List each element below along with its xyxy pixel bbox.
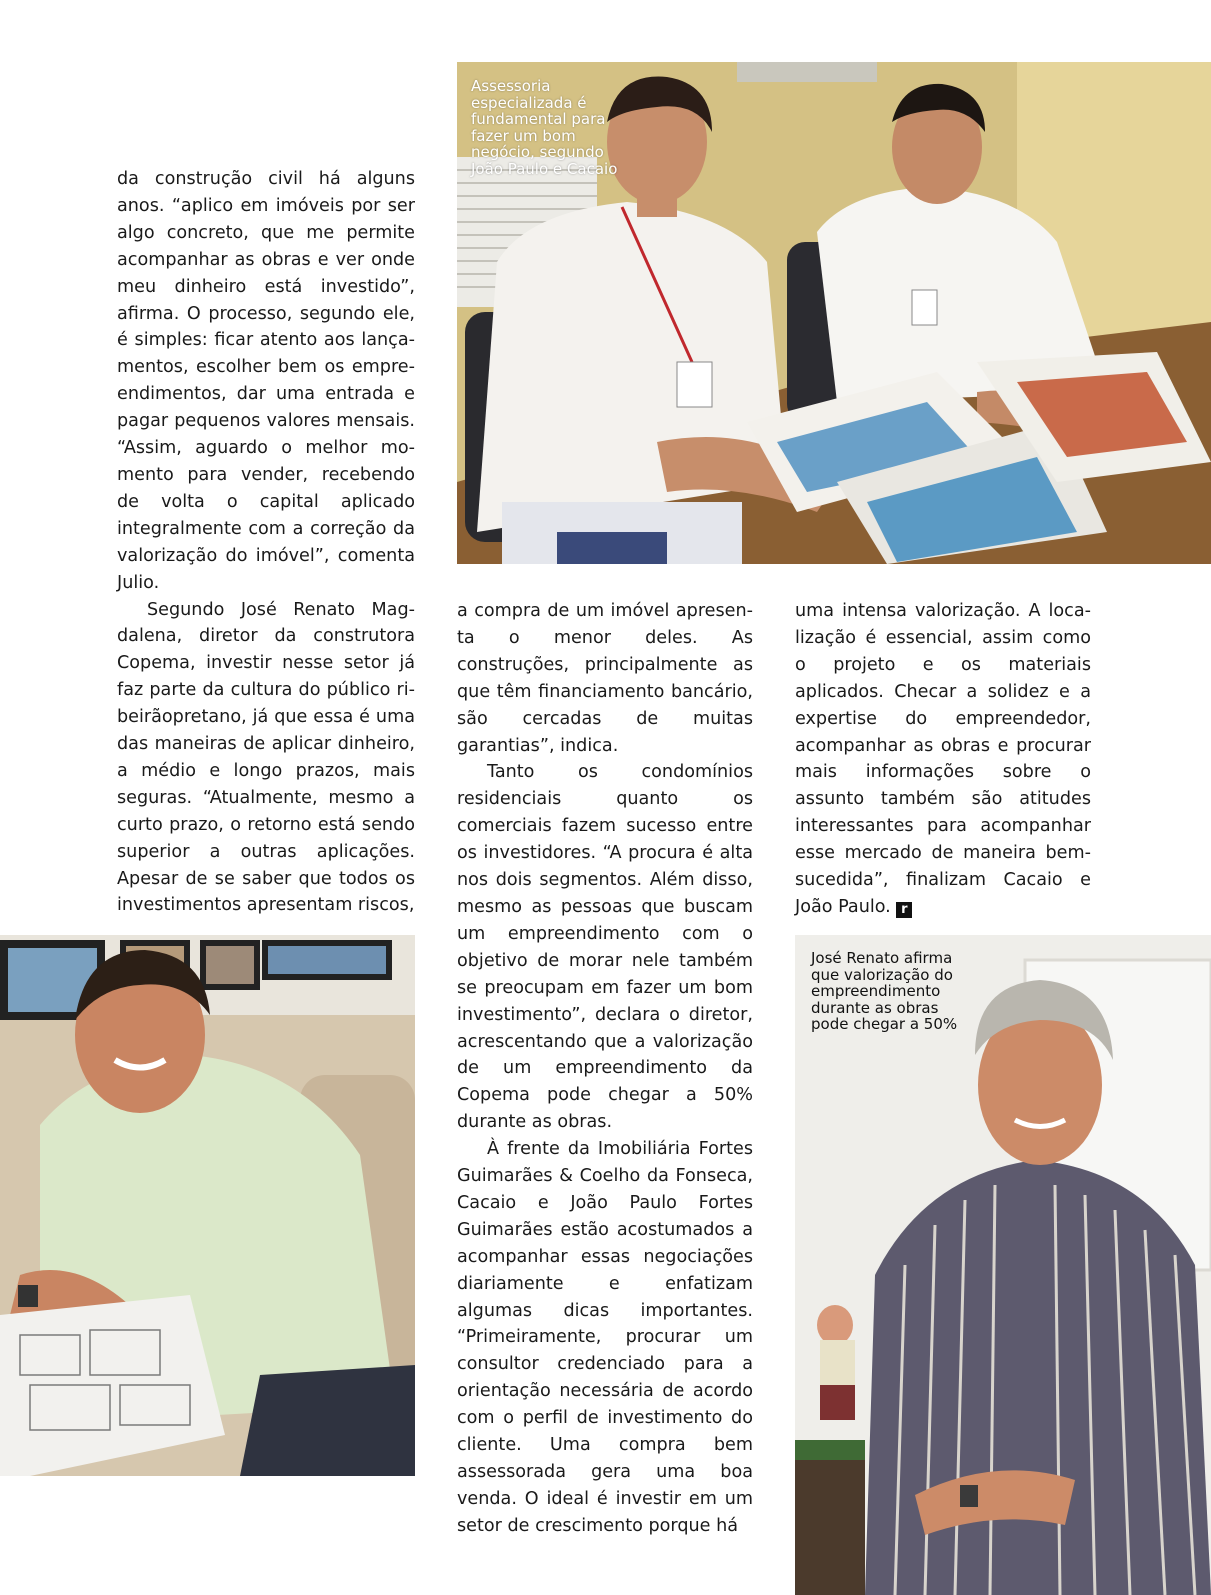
paragraph [795, 598, 1091, 921]
photo-man-floor-plan [0, 935, 415, 1476]
photo-right-illustration [795, 935, 1211, 1595]
paragraph: a compra de um imóvel apresenta o menor deles. As construções, principalmente as que têm financiamento bancário, são cercadas de muitas garantias”, indica. [457, 601, 753, 756]
article-column-1 [117, 166, 415, 919]
article-column-2 [457, 598, 753, 1540]
end-of-article-mark: r [896, 902, 912, 918]
paragraph: Tanto os condomínios residenciais quanto os comerciais fazem sucesso entre os investidores. “A procura é alta nos dois segmentos. Além disso, mesmo as pessoas que buscam um empreendimento com o objetivo de morar nele também se preocupam em fazer um bom investimento”, declara o diretor, acrescentando que a valorização de um empreendimento da Copema pode chegar a 50% durante as obras. [457, 762, 753, 1133]
photo-jose-renato [795, 935, 1211, 1595]
paragraph: À frente da Imobiliária Fortes Guimarães & Coelho da Fonseca, Cacaio e João Paulo Fortes Guimarães estão acostumados a acompanhar essas negociações diariamente e enfatizam algumas dicas importantes. “Primeiramente, procurar um consultor credenciado para a orientação necessária de acordo com o perfil de investimento do cliente. Uma compra bem assessorada gera uma boa venda. O ideal é investir em um setor de crescimento porque há [457, 1139, 753, 1536]
photo-caption-top: Assessoria especializada é fundamental para fazer um bom negócio, segundo João Paulo e Cacaio [471, 77, 618, 178]
paragraph-text: uma intensa valorização. A localização é essencial, assim como o projeto e os materiais aplicados. Checar a solidez e a expertise do empreendedor, acompanhar as obras e procurar mais informações sobre o assunto também são atitudes interessantes para acompanhar esse mercado de maneira bem-sucedida”, finalizam Cacaio e João Paulo. [795, 601, 1091, 917]
photo-left-illustration [0, 935, 415, 1476]
paragraph: da construção civil há alguns anos. “aplico em imóveis por ser algo concreto, que me permite acompanhar as obras e ver onde meu dinheiro está investido”, afirma. O processo, segundo ele, é simples: ficar atento aos lançamentos, escolher bem os empreendimentos, dar uma entrada e pagar pequenos valores mensais. “Assim, aguardo o melhor momento para vender, recebendo de volta o capital aplicado integralmente com a correção da valorização do imóvel”, comenta Julio. [117, 169, 415, 593]
paragraph: Segundo José Renato Magdalena, diretor da construtora Copema, investir nesse setor já faz parte da cultura do público ribeirãopretano, já que essa é uma das maneiras de aplicar dinheiro, a médio e longo prazos, mais seguras. “Atualmente, mesmo a curto prazo, o retorno está sendo superior a outras aplicações. Apesar de se saber que todos os investimentos apresentam riscos, [117, 599, 415, 916]
photo-caption-right: José Renato afirma que valorização do empreendimento durante as obras pode chegar a 50% [811, 949, 958, 1034]
article-column-3 [795, 598, 1091, 921]
